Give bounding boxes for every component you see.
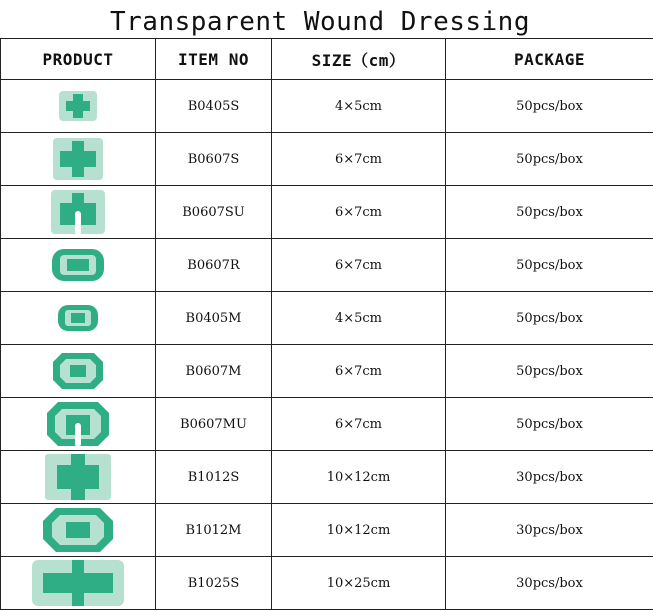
- product-cell: [1, 345, 156, 398]
- product-cell: [1, 504, 156, 557]
- package-cell: 50pcs/box: [446, 239, 653, 292]
- header-size: SIZE（cm）: [272, 39, 446, 80]
- table-row: [1, 504, 653, 557]
- item-no-cell: B0607R: [156, 239, 272, 292]
- table-row: [1, 345, 653, 398]
- product-cell: [1, 239, 156, 292]
- small-window-dressing-icon: [1, 304, 155, 332]
- large-window-dressing-icon: [1, 507, 155, 553]
- item-no-cell: B0405M: [156, 292, 272, 345]
- table-row: [1, 133, 653, 186]
- product-cell: [1, 186, 156, 239]
- table-row: [1, 557, 653, 610]
- package-cell: 30pcs/box: [446, 504, 653, 557]
- table-row: [1, 398, 653, 451]
- package-cell: 50pcs/box: [446, 398, 653, 451]
- size-cell: 4×5cm: [272, 80, 446, 133]
- package-cell: 50pcs/box: [446, 80, 653, 133]
- large-cross-dressing-icon: [1, 453, 155, 501]
- size-cell: 10×25cm: [272, 557, 446, 610]
- package-cell: 30pcs/box: [446, 557, 653, 610]
- size-cell: 6×7cm: [272, 345, 446, 398]
- table-row: [1, 80, 653, 133]
- package-cell: 50pcs/box: [446, 345, 653, 398]
- size-cell: 10×12cm: [272, 504, 446, 557]
- header-item-no: ITEM NO: [156, 39, 272, 80]
- item-no-cell: B0405S: [156, 80, 272, 133]
- size-cell: 6×7cm: [272, 398, 446, 451]
- product-cell: [1, 80, 156, 133]
- page-title: Transparent Wound Dressing: [110, 7, 530, 37]
- table-row: [1, 292, 653, 345]
- small-cross-dressing-icon: [1, 90, 155, 122]
- window-dressing-icon: [1, 352, 155, 390]
- table-row: [1, 186, 653, 239]
- product-cell: [1, 292, 156, 345]
- product-cell: [1, 398, 156, 451]
- size-cell: 6×7cm: [272, 239, 446, 292]
- package-cell: 50pcs/box: [446, 292, 653, 345]
- cross-dressing-icon: [1, 137, 155, 181]
- product-table: [0, 38, 653, 610]
- table-row: [1, 239, 653, 292]
- item-no-cell: B1012S: [156, 451, 272, 504]
- table-row: [1, 451, 653, 504]
- product-cell: [1, 133, 156, 186]
- item-no-cell: B1012M: [156, 504, 272, 557]
- header-product: PRODUCT: [1, 39, 156, 80]
- item-no-cell: B0607MU: [156, 398, 272, 451]
- wide-cross-dressing-icon: [1, 559, 155, 607]
- slotted-cross-dressing-icon: [1, 189, 155, 235]
- item-no-cell: B1025S: [156, 557, 272, 610]
- slotted-window-dressing-icon: [1, 401, 155, 447]
- size-cell: 6×7cm: [272, 133, 446, 186]
- package-cell: 50pcs/box: [446, 133, 653, 186]
- header-package: PACKAGE: [446, 39, 653, 80]
- item-no-cell: B0607M: [156, 345, 272, 398]
- item-no-cell: B0607SU: [156, 186, 272, 239]
- size-cell: 6×7cm: [272, 186, 446, 239]
- size-cell: 10×12cm: [272, 451, 446, 504]
- header-row: [1, 39, 653, 80]
- size-cell: 4×5cm: [272, 292, 446, 345]
- package-cell: 30pcs/box: [446, 451, 653, 504]
- rounded-window-dressing-icon: [1, 248, 155, 282]
- package-cell: 50pcs/box: [446, 186, 653, 239]
- item-no-cell: B0607S: [156, 133, 272, 186]
- product-cell: [1, 557, 156, 610]
- product-cell: [1, 451, 156, 504]
